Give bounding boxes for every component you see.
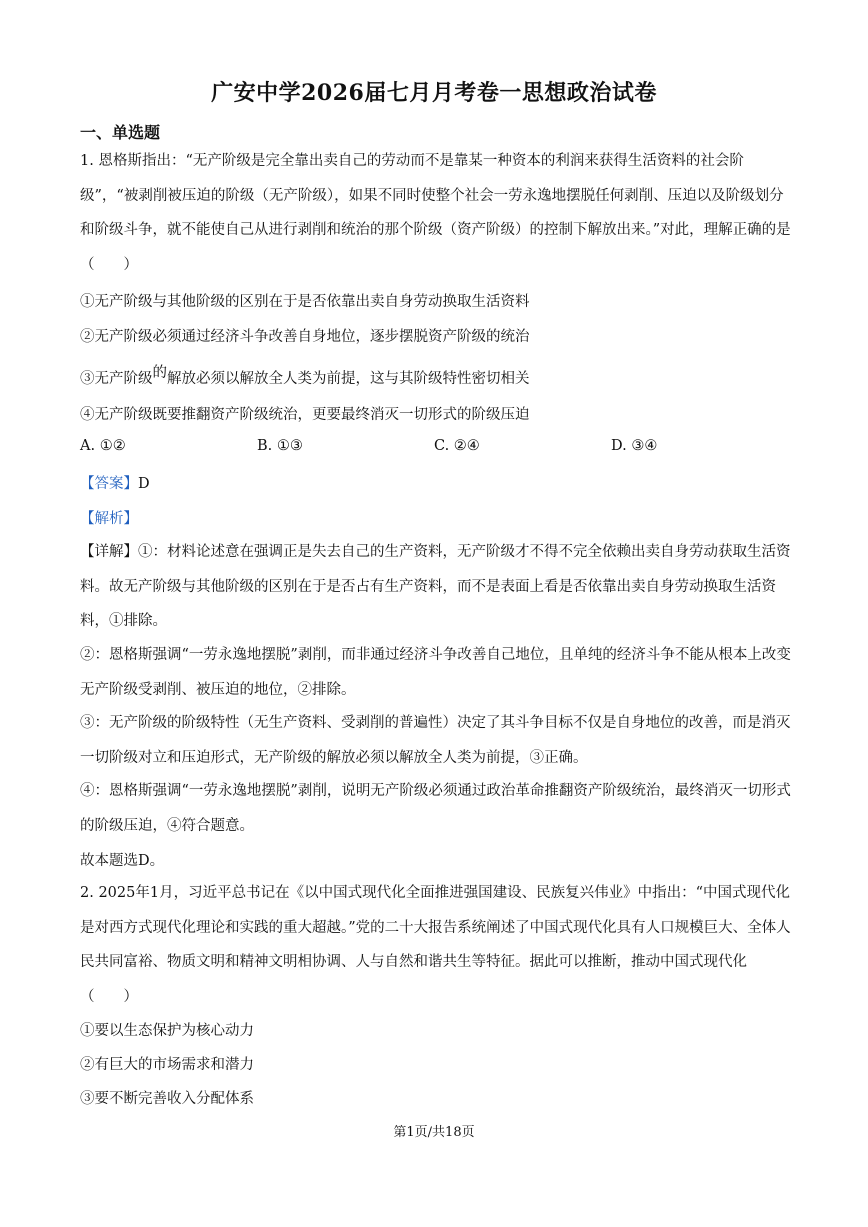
q1-detail-1 bbox=[80, 535, 792, 639]
q1-option-b: B. ①③ bbox=[257, 438, 303, 454]
analysis-tag: 【解析】 bbox=[80, 511, 138, 527]
q2-stem: 2. 2025年1月，习近平总书记在《以中国式现代化全面推进强国建设、民族复兴伟业》中指出：“中国式现代化是对西方式现代化理论和实践的重大超越。”党的二十大报告系统阐述了中国式现代化具有人口规模巨大、全体人民共同富裕、物质文明和精神文明相协调、人与自然和谐共生等特征。据此可以推断，推动中国式现代化（ ） bbox=[80, 885, 791, 1005]
q2-statement-2: ②有巨大的市场需求和潜力 bbox=[80, 1057, 254, 1073]
q2-statement-1: ①要以生态保护为核心动力 bbox=[80, 1023, 254, 1039]
detail-1-text: ①：材料论述意在强调正是失去自己的生产资料，无产阶级才不得不完全依赖出卖自身劳动获取生活资料。故无产阶级与其他阶级的区别在于是否占有生产资料，而不是表面上看是否依靠出卖自身劳动换取生活资料，①排除。 bbox=[80, 544, 791, 630]
q1-answer bbox=[80, 472, 150, 493]
q1-detail-4: ④：恩格斯强调“一劳永逸地摆脱”剥削，说明无产阶级必须通过政治革命推翻资产阶级统治，最终消灭一切形式的阶级压迫，④符合题意。 bbox=[80, 783, 791, 834]
section-heading: 一、单选题 bbox=[80, 123, 161, 142]
q1-stem: 1. 恩格斯指出：“无产阶级是完全靠出卖自己的劳动而不是靠某一种资本的利润来获得生活资料的社会阶级”，“被剥削被压迫的阶级（无产阶级），如果不同时使整个社会一劳永逸地摆脱任何剥削、压迫以及阶级划分和阶级斗争，就不能使自己从进行剥削和统治的那个阶级（资产阶级）的控制下解放出来。”对此，理解正确的是（ ） bbox=[80, 153, 791, 273]
q1-option-a: A. ①② bbox=[80, 438, 126, 454]
q1-statement-2: ②无产阶级必须通过经济斗争改善自身地位，逐步摆脱资产阶级的统治 bbox=[80, 329, 530, 345]
detail-tag: 【详解】 bbox=[80, 544, 138, 560]
q2-statement-3: ③要不断完善收入分配体系 bbox=[80, 1091, 254, 1107]
q1-option-d: D. ③④ bbox=[611, 438, 658, 454]
q1-s3-part-b: 解放必须以解放全人类为前提，这与其阶级特性密切相关 bbox=[167, 371, 530, 387]
q1-s3-raised-char: 的 bbox=[152, 365, 167, 381]
q1-detail-2: ②：恩格斯强调“一劳永逸地摆脱”剥削，而非通过经济斗争改善自己地位，且单纯的经济斗争不能从根本上改变无产阶级受剥削、被压迫的地位，②排除。 bbox=[80, 647, 791, 698]
q1-statement-1: ①无产阶级与其他阶级的区别在于是否依靠出卖自身劳动换取生活资料 bbox=[80, 294, 530, 310]
q1-statement-4: ④无产阶级既要推翻资产阶级统治，更要最终消灭一切形式的阶级压迫 bbox=[80, 407, 530, 423]
page-footer: 第1页/共18页 bbox=[393, 1125, 475, 1140]
answer-value: D bbox=[138, 476, 150, 492]
page-title: 广安中学2026届七月月考卷一思想政治试卷 bbox=[211, 80, 657, 106]
q1-analysis bbox=[80, 507, 138, 528]
q1-statement-3 bbox=[80, 367, 530, 388]
q1-option-c: C. ②④ bbox=[434, 438, 480, 454]
answer-tag: 【答案】 bbox=[80, 476, 138, 492]
q1-s3-part-a: ③无产阶级 bbox=[80, 371, 153, 387]
q1-detail-3: ③：无产阶级的阶级特性（无生产资料、受剥削的普遍性）决定了其斗争目标不仅是自身地位的改善，而是消灭一切阶级对立和压迫形式，无产阶级的解放必须以解放全人类为前提，③正确。 bbox=[80, 715, 791, 766]
q1-conclusion: 故本题选D。 bbox=[80, 853, 165, 869]
